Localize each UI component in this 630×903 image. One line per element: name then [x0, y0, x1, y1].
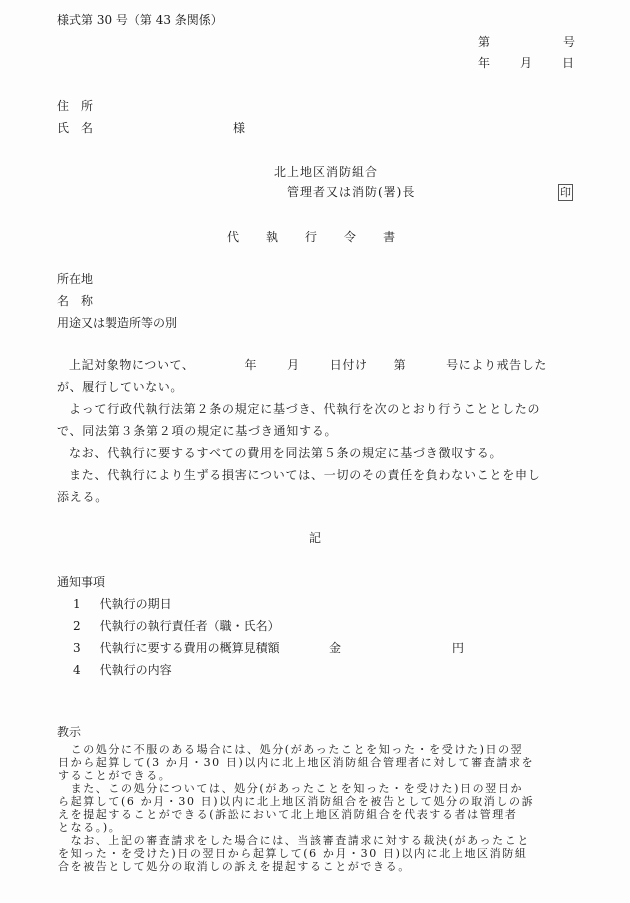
- notice-item-text: 代執行に要する費用の概算見積額: [99, 641, 280, 655]
- document-date: [478, 57, 574, 69]
- notice-item-number: 2: [73, 619, 81, 633]
- instruction-line: ら起算して(6 か月・30 日)以内に北上地区消防組合を被告として処分の取消しの訴: [58, 795, 535, 808]
- instruction-line: えを提起することができる(訴訟において北上地区消防組合を代表する者は管理者: [58, 808, 518, 821]
- notice-item-text: 代執行の内容: [99, 663, 172, 677]
- title-char: 行: [305, 230, 318, 244]
- body-line-2: が、履行していない。: [57, 380, 184, 394]
- instruction-line: この処分に不服のある場合には、処分(があったことを知った・を受けた)日の翌: [58, 743, 524, 756]
- notice-item: [73, 664, 172, 676]
- form-label: 様式第 30 号（第 43 条関係）: [57, 13, 223, 27]
- body-day: 日付け: [329, 358, 368, 372]
- instruction-line: することができる。: [58, 769, 172, 782]
- document-title: [227, 231, 395, 243]
- instruction-line: なお、上記の審査請求をした場合には、当該審査請求に対する裁決(があったこと: [58, 834, 530, 847]
- target-usage-label: 用途又は製造所等の別: [57, 316, 178, 330]
- body-no-prefix: 第: [393, 358, 407, 372]
- instruction-line: 日から起算して(3 か月・30 日)以内に北上地区消防組合管理者に対して審査請求を: [58, 756, 535, 769]
- ki-mark: 記: [309, 531, 322, 545]
- addressee-honorific: 様: [233, 121, 246, 135]
- title-char: 書: [383, 230, 396, 244]
- number-suffix: 号: [563, 35, 576, 49]
- instruction-heading: 教示: [57, 725, 82, 739]
- body-no-suffix: 号により戒告した: [446, 358, 547, 372]
- body-line-7: 添える。: [57, 490, 109, 504]
- notice-item-text: 代執行の期日: [99, 597, 172, 611]
- notice-item: [73, 642, 280, 654]
- notice-item-text: 代執行の執行責任者（職・氏名）: [99, 619, 280, 633]
- notice-item: [73, 598, 172, 610]
- date-month: 月: [520, 56, 533, 70]
- instruction-line: 合を被告として処分の取消しの訴えを提起することができる。: [58, 860, 411, 873]
- amount-prefix: 金: [329, 641, 342, 655]
- date-day: 日: [562, 56, 575, 70]
- notice-item-number: 3: [73, 641, 81, 655]
- notice-item-number: 4: [73, 663, 81, 677]
- issuer-organization: 北上地区消防組合: [274, 165, 379, 179]
- instruction-line: また、この処分については、処分(があったことを知った・を受けた)日の翌日か: [58, 782, 524, 795]
- body-line-6: また、代執行により生ずる損害については、一切のその責任を負わないことを申し: [69, 468, 541, 482]
- target-name-label: 名 称: [57, 294, 94, 308]
- title-char: 執: [266, 230, 279, 244]
- target-location-label: 所在地: [57, 272, 94, 286]
- body-month: 月: [287, 358, 300, 372]
- date-year: 年: [478, 56, 491, 70]
- body-line-3: よって行政代執行法第２条の規定に基づき、代執行を次のとおり行うこととしたの: [69, 402, 541, 416]
- notice-item: [73, 620, 280, 632]
- addressee-address-label: 住 所: [57, 99, 94, 113]
- instruction-line: となる。)。: [58, 821, 122, 834]
- body-line-1: [69, 359, 547, 371]
- instruction-line: を知った・を受けた)日の翌日から起算して(6 か月・30 日)以内に北上地区消防組: [58, 847, 528, 860]
- title-char: 代: [227, 230, 240, 244]
- body-line-4: で、同法第３条第２項の規定に基づき通知する。: [57, 424, 338, 438]
- body-year: 年: [244, 358, 258, 372]
- notice-heading: 通知事項: [57, 575, 106, 589]
- addressee-name-label: 氏 名: [57, 121, 94, 135]
- seal-box: 印: [560, 186, 571, 199]
- seal-mark: [558, 184, 573, 201]
- amount-suffix: 円: [452, 641, 465, 655]
- body-line-1-start: 上記対象物について、: [69, 358, 195, 372]
- notice-item-number: 1: [73, 597, 81, 611]
- document-number: [478, 36, 575, 48]
- number-prefix: 第: [478, 35, 491, 49]
- issuer-title: 管理者又は消防(署)長: [287, 185, 416, 199]
- body-line-5: なお、代執行に要するすべての費用を同法第５条の規定に基づき徴収する。: [69, 446, 503, 460]
- title-char: 令: [344, 230, 357, 244]
